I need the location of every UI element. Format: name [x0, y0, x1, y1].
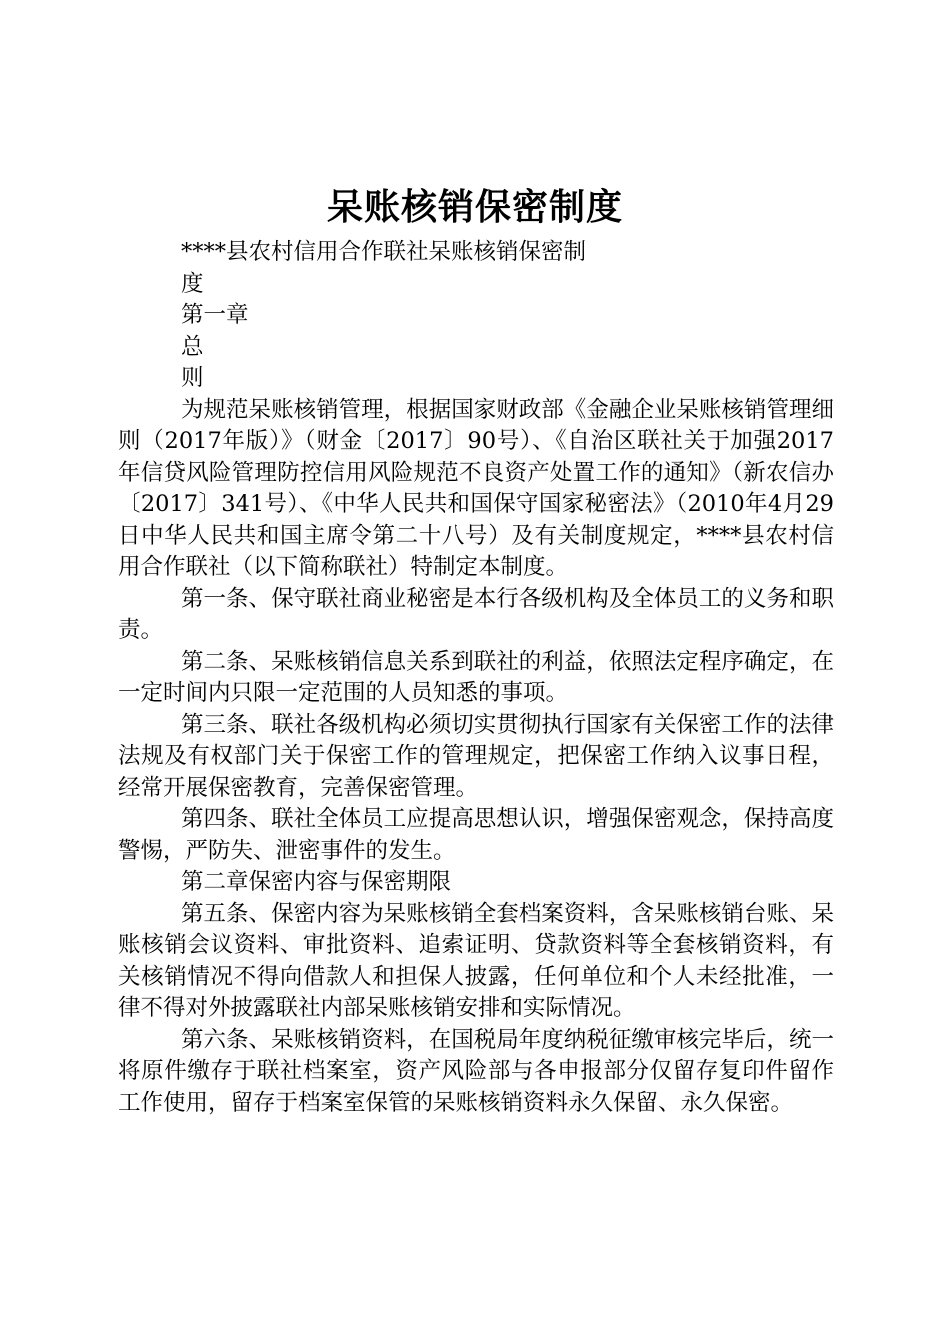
article-4: 第四条、联社全体员工应提高思想认识，增强保密观念，保持高度警惕，严防失、泄密事件的发生。: [118, 806, 834, 864]
org-name-line-continued: 度: [181, 270, 204, 297]
org-name-line: ****县农村信用合作联社呆账核销保密制: [181, 239, 587, 265]
article-5: 第五条、保密内容为呆账核销全套档案资料，含呆账核销台账、呆账核销会议资料、审批资料、追索证明、贷款资料等全套核销资料，有关核销情况不得向借款人和担保人披露，任何单位和个人未经批准，一律不得对外披露联社内部呆账核销安排和实际情况。: [118, 900, 834, 1021]
chapter-heading: 第一章: [181, 302, 249, 328]
preamble-paragraph: 为规范呆账核销管理，根据国家财政部《金融企业呆账核销管理细则（2017年版）》（财金〔2017〕90号）、《自治区联社关于加强2017年信贷风险管理防控信用风险规范不良资产处置工作的通知》（新农信办〔2017〕341号）、《中华人民共和国保守国家秘密法》（2010年4月29日中华人民共和国主席令第二十八号）及有关制度规定，****县农村信用合作联社（以下简称联社）特制定本制度。: [118, 396, 834, 580]
chapter-title-part-2: 则: [181, 365, 204, 391]
article-1: 第一条、保守联社商业秘密是本行各级机构及全体员工的义务和职责。: [118, 585, 834, 643]
article-6: 第六条、呆账核销资料，在国税局年度纳税征缴审核完毕后，统一将原件缴存于联社档案室，资产风险部与各申报部分仅留存复印件留作工作使用，留存于档案室保管的呆账核销资料永久保留、永久保密。: [118, 1026, 834, 1116]
article-3: 第三条、联社各级机构必须切实贯彻执行国家有关保密工作的法律法规及有权部门关于保密工作的管理规定，把保密工作纳入议事日程，经常开展保密教育，完善保密管理。: [118, 711, 834, 801]
document-body: [118, 237, 834, 1119]
article-2: 第二条、呆账核销信息关系到联社的利益，依照法定程序确定，在一定时间内只限一定范围的人员知悉的事项。: [118, 648, 834, 706]
chapter-title-part-1: 总: [181, 333, 204, 360]
chapter-2-heading: 第二章保密内容与保密期限: [181, 869, 452, 895]
document-title: 呆账核销保密制度: [326, 187, 623, 228]
